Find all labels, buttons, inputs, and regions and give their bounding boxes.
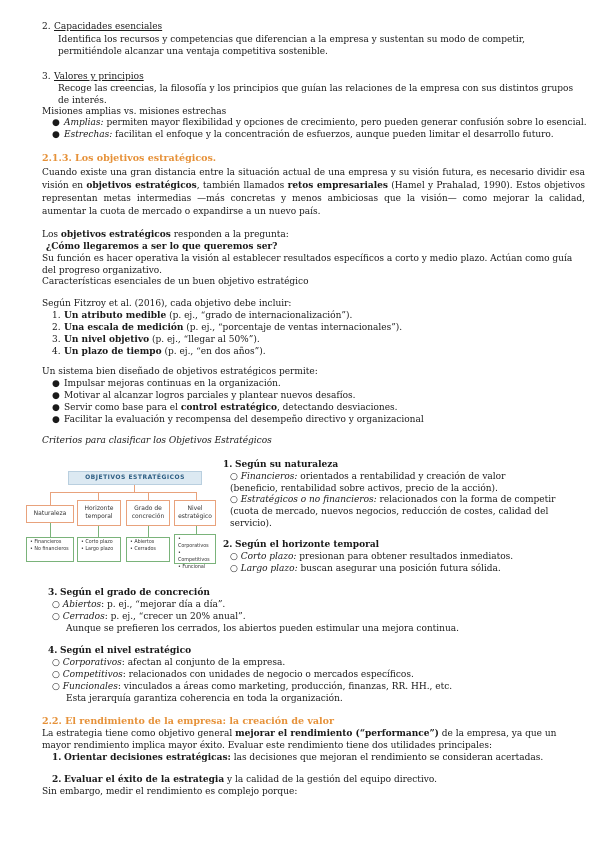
list-text: Motivar al alcanzar logros parciales y plantear nuevos desafíos. — [64, 390, 356, 401]
list-number: 2. — [52, 775, 62, 785]
diagram-box-naturaleza: Naturaleza — [26, 505, 74, 523]
list-term: Un atributo medible — [64, 311, 167, 321]
bullet-text: permiten mayor flexibilidad y opciones de crecimiento, pero pueden generar confusión sobre lo esencial. — [103, 118, 587, 128]
list-text: (p. ej., “grado de internacionalización”). — [166, 311, 353, 321]
para-text: , también llamados — [196, 181, 288, 192]
circle-bullet-icon: ○ — [52, 658, 63, 668]
criterion-4-note: Esta jerarquía garantiza coherencia en toda la organización. — [66, 694, 343, 704]
bullet-icon: ● — [52, 118, 60, 128]
para-text: (Hamel y Prahalad, 1990). Estos objetivos representan metas intermedias —más concretas y menos ambiciosas que la visión— como mejorar la calidad, aumentar la cuota de mercado o expandirse a un nuevo país. — [42, 181, 585, 218]
item-term: Cerrados — [62, 612, 105, 622]
list-number: 3. — [48, 588, 58, 598]
item-text: orientados a rentabilidad y creación de valor (beneficio, rentabilidad sobre activos, precio de la acción). — [230, 472, 506, 494]
fitzroy-text: Según Fitzroy et al. (2016), cada objetivo debe incluir: — [42, 299, 292, 309]
list-term: Orientar decisiones estratégicas: — [64, 753, 231, 763]
criterion-4-item — [52, 658, 582, 670]
item-text: relacionados con la forma de competir (cuota de mercado, nuevos negocios, reducción de costes, calidad del servicio). — [230, 495, 556, 529]
list-term: Un plazo de tiempo — [64, 346, 162, 357]
question-intro — [42, 230, 289, 242]
diagram-box-horizonte: Horizonte temporal — [77, 500, 121, 526]
item-text: buscan asegurar una posición futura sólida. — [297, 564, 501, 574]
list-number: 2. — [42, 22, 51, 32]
criterion-3-item — [52, 612, 572, 624]
capacidades-heading — [42, 22, 162, 34]
para-text: responden a la pregunta: — [170, 230, 289, 240]
objetivos-paragraph — [42, 167, 585, 219]
function-text: Su función es hacer operativa la visión al establecer resultados específicos a corto y medio plazo. Actúan como guía del progreso organizativo. — [42, 254, 573, 276]
diagram-connector — [50, 492, 51, 505]
item-term: Abiertos — [62, 600, 102, 610]
list-text: Impulsar mejoras continuas en la organización. — [64, 379, 281, 389]
list-term: Un nivel objetivo — [64, 334, 150, 345]
para-text: de la empresa, ya que un mayor rendimiento implica mayor éxito. Evaluar este rendimiento tiene dos utilidades principales: — [42, 729, 557, 751]
list-number: 1. — [52, 311, 61, 321]
rendimiento-paragraph — [42, 729, 587, 753]
diagram-connector — [148, 492, 149, 500]
criterion-4-item — [52, 682, 582, 694]
para-bold: retos empresariales — [287, 181, 388, 192]
bullet-text: facilitan el enfoque y la concentración de esfuerzos, aunque pueden limitar el desarrollo futuro. — [112, 130, 554, 140]
attribute-list — [52, 311, 572, 359]
circle-bullet-icon: ○ — [230, 564, 241, 574]
item-text: : p. ej., “mejorar día a día”. — [101, 600, 226, 610]
key-question: ¿Cómo llegaremos a ser lo que queremos ser? — [46, 242, 278, 252]
criterion-2-item — [230, 564, 570, 576]
diagram-connector — [98, 526, 99, 537]
list-number: 3. — [52, 334, 61, 345]
diagram-list-item: • Corporativos — [178, 537, 209, 549]
circle-bullet-icon: ○ — [230, 552, 241, 562]
list-text: Servir como base para el — [64, 402, 181, 413]
bullet-term: Amplias: — [64, 118, 104, 128]
criterion-title: Según el horizonte temporal — [235, 540, 380, 550]
diagram-connector — [50, 492, 196, 493]
item-term: Corporativos — [62, 658, 122, 668]
list-bold: control estratégico — [180, 402, 277, 413]
diagram-list-item: • Funcional — [178, 564, 206, 570]
criterion-1-title — [223, 460, 338, 472]
misiones-title: Misiones amplias vs. misiones estrechas — [42, 107, 227, 117]
criterion-2-title — [223, 540, 379, 552]
section-heading-213: 2.1.3. Los objetivos estratégicos. — [42, 153, 217, 164]
para-bold: objetivos estratégicos — [86, 181, 197, 192]
diagram-list-item: • No financieros — [30, 546, 69, 552]
criterion-1-item — [230, 472, 556, 496]
list-number: 4. — [52, 346, 61, 357]
para-bold: objetivos estratégicos — [60, 230, 171, 240]
list-number: 1. — [223, 460, 233, 470]
misiones-bullet — [52, 130, 592, 142]
criterion-3-title — [48, 588, 210, 600]
circle-bullet-icon: ○ — [52, 682, 63, 692]
list-text: (p. ej., “porcentaje de ventas internacionales”). — [183, 322, 403, 333]
para-bold: mejorar el rendimiento (“performance”) — [235, 729, 439, 739]
criterion-title: Según el grado de concreción — [60, 588, 210, 598]
list-number: 1. — [52, 753, 62, 763]
item-term: Estratégicos o no financieros: — [240, 495, 377, 505]
criterion-4-item — [52, 670, 582, 682]
list-number: 2. — [223, 540, 233, 550]
sistema-intro: Un sistema bien diseñado de objetivos estratégicos permite: — [42, 367, 318, 377]
capacidades-text: Identifica los recursos y competencias que diferencian a la empresa y sustentan su modo de competir, permitiéndole alcanzar una ventaja competitiva sostenible. — [58, 35, 525, 57]
list-item — [52, 379, 592, 391]
para-text: Los — [42, 230, 61, 240]
criterion-3-note: Aunque se prefieren los cerrados, los abiertos pueden estimular una mejora continua. — [66, 624, 459, 634]
bullet-icon: ● — [52, 130, 60, 140]
circle-bullet-icon: ○ — [52, 670, 63, 680]
diagram-connector — [196, 492, 197, 500]
list-item — [52, 391, 592, 403]
bullet-icon: ● — [52, 402, 60, 413]
bullet-icon: ● — [52, 390, 60, 401]
item-text: : afectan al conjunto de la empresa. — [121, 658, 286, 668]
valores-text: Recoge las creencias, la filosofía y los principios que guían las relaciones de la empresa con sus distintos grupos de interés. — [58, 84, 574, 106]
list-text: , detectando desviaciones. — [276, 402, 398, 413]
diagram-list-item: • Largo plazo — [81, 546, 114, 552]
diagram-list-item: • Financieros — [30, 540, 62, 545]
diagram-list-item: • Corto plazo — [81, 540, 113, 545]
list-text: y la calidad de la gestión del equipo directivo. — [224, 775, 437, 785]
utilidad-item — [52, 775, 582, 787]
list-item — [52, 403, 592, 415]
valores-title: Valores y principios — [54, 72, 144, 82]
diagram-connector — [134, 485, 135, 492]
list-item — [52, 415, 592, 427]
list-term: Evaluar el éxito de la estrategia — [64, 775, 225, 785]
diagram-connector — [50, 523, 51, 537]
para-text: Cuando existe una gran distancia entre la situación actual de una empresa y su visión futura, es necesario dividir esa visión en — [42, 168, 585, 192]
misiones-bullet — [52, 118, 592, 130]
criterion-title: Según el nivel estratégico — [60, 646, 192, 656]
utilidad-item — [52, 753, 582, 765]
list-text: las decisiones que mejoran el rendimiento se consideran acertadas. — [230, 753, 544, 763]
diagram-connector — [98, 492, 99, 500]
para-text: La estrategia tiene como objetivo general — [42, 729, 236, 739]
diagram-list-item: • Competitivos — [178, 550, 210, 563]
criterion-4-title — [48, 646, 191, 658]
circle-bullet-icon: ○ — [52, 600, 63, 610]
criterion-2-item — [230, 552, 570, 564]
criterion-3-item — [52, 600, 572, 612]
item-term: Financieros: — [240, 472, 298, 482]
diagram-box-nivel: Nivel estratégico — [174, 500, 216, 526]
diagram-connector — [196, 526, 197, 534]
list-number: 3. — [42, 72, 51, 82]
item-term: Largo plazo: — [240, 564, 298, 574]
criterion-1-item — [230, 495, 556, 531]
list-text: (p. ej., “en dos años”). — [161, 346, 266, 357]
capacidades-title: Capacidades esenciales — [54, 22, 163, 32]
diagram-list-nivel — [174, 534, 216, 570]
caracteristicas-text: Características esenciales de un buen objetivo estratégico — [42, 277, 309, 287]
criterion-title: Según su naturaleza — [235, 460, 339, 470]
list-number: 2. — [52, 322, 61, 333]
circle-bullet-icon: ○ — [230, 472, 241, 482]
diagram-box-concrecion: Grado de concreción — [126, 500, 170, 526]
item-text: : vinculados a áreas como marketing, producción, finanzas, RR. HH., etc. — [117, 682, 453, 692]
item-term: Competitivos — [62, 670, 123, 680]
bullet-term: Estrechas: — [64, 130, 113, 140]
circle-bullet-icon: ○ — [52, 612, 63, 622]
diagram-list-item: • Abiertos — [130, 540, 155, 545]
list-item — [52, 323, 572, 335]
diagram-connector — [148, 526, 149, 537]
list-number: 4. — [48, 646, 58, 656]
criterios-caption: Criterios para clasificar los Objetivos Estratégicos — [42, 436, 272, 446]
item-term: Funcionales — [62, 682, 118, 692]
item-term: Corto plazo: — [240, 552, 297, 562]
diagram-list-item: • Cerrados — [130, 546, 156, 552]
closing-text: Sin embargo, medir el rendimiento es complejo porque: — [42, 787, 298, 797]
item-text: : p. ej., “crecer un 20% anual”. — [104, 612, 246, 622]
diagram-root-box: OBJETIVOS ESTRATÉGICOS — [68, 471, 202, 485]
diagram-list-concrecion — [126, 537, 170, 562]
list-item — [52, 347, 572, 359]
section-heading-22: 2.2. El rendimiento de la empresa: la creación de valor — [42, 716, 334, 727]
list-term: Una escala de medición — [64, 322, 184, 333]
circle-bullet-icon: ○ — [230, 495, 241, 505]
list-item — [52, 311, 572, 323]
list-text: Facilitar la evaluación y recompensa del desempeño directivo y organizacional — [64, 414, 424, 425]
item-text: : relacionados con unidades de negocio o mercados específicos. — [122, 670, 414, 680]
bullet-icon: ● — [52, 379, 60, 389]
item-text: presionan para obtener resultados inmediatos. — [296, 552, 514, 562]
list-text: (p. ej., “llegar al 50%”). — [149, 334, 260, 345]
valores-heading — [42, 72, 144, 84]
diagram-list-horizonte — [77, 537, 121, 562]
diagram-list-naturaleza — [26, 537, 74, 562]
list-item — [52, 335, 572, 347]
bullet-icon: ● — [52, 414, 60, 425]
sistema-list — [52, 379, 592, 427]
